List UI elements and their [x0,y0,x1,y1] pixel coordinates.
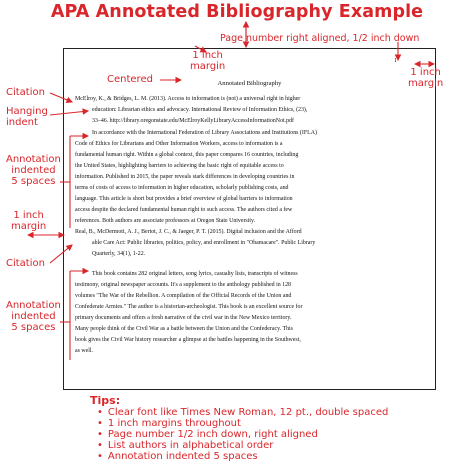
top-margin-label-line-1: 1 inch [192,50,223,61]
annotation-1-line-9: references. Both authors are associate professors at Oregon State University. [75,218,256,224]
annotation-2-label-line-3: 5 spaces [11,322,56,333]
centered-label: Centered [107,74,153,85]
page-number: 1 [394,58,397,64]
annotation-1-label-line-2: indented [11,165,56,176]
annotation-2-line-6: Many people think of the Civil War as a battle between the Union and the Confederacy. This [75,326,293,332]
annotation-2-line-4: Confederate Armies." The author is a historian-archeologist. This book is an excellent source for [75,304,303,310]
citation-1-arrow [50,93,72,102]
annotation-2-label [6,300,61,333]
annotation-2-line-2: testimony, original newspaper accounts. It's a supplement to the anthology published in 128 [75,282,291,288]
citation-2-arrow [50,245,72,263]
left-margin-label-line-1: 1 inch [13,210,44,221]
annotation-1-line-6: terms of costs of access to information in higher education, scholarly publishing costs, and [75,185,289,191]
annotation-2-line-7: book gives the Civil War history researcher a glimpse at the battles happening in the Southwest, [75,337,301,343]
annotation-1-line-8: access despite the declared fundamental human right to such access. The authors cited a few [75,207,293,213]
tip-item: • Page number 1/2 inch down, right aligned [97,429,388,440]
tip-item: • 1 inch margins throughout [97,418,388,429]
annotation-2-label-line-1: Annotation [6,300,61,311]
hanging-indent-label [6,106,48,128]
page-number-note: Page number right aligned, 1/2 inch down [220,33,420,44]
annotation-1-line-4: the United States, highlighting barriers to achieving the basic right of equitable access to [75,163,284,169]
tip-item: • List authors in alphabetical order [97,440,388,451]
citation-2-line-1: Real, B., McDermott, A. J., Bertot, J. C., & Jaeger, P. T. (2015). Digital inclusion and the Afford [75,229,302,235]
document-heading: Annotated Bibliography [217,80,282,87]
citation-2-line-3: Quarterly, 34(1), 1-22. [92,251,146,257]
annotation-1-label-line-1: Annotation [6,154,61,165]
annotation-1-line-7: language. This article is short but provides a brief overview of global barriers to information [75,196,293,202]
annotation-2-line-1: This book contains 282 original letters, song lyrics, casualty lists, transcripts of witness [92,271,298,277]
tips-list [97,407,388,462]
citation-2-line-2: able Care Act: Public libraries, politics, policy, and enrollment in "Obamacare". Public Library [92,240,316,246]
right-margin-label [408,67,443,89]
top-margin-label-line-2: margin [190,61,226,72]
annotation-1-label [6,154,61,187]
hanging-indent-label-line-1: Hanging [6,106,48,117]
citation-1-label: Citation [6,87,45,98]
tip-item: • Annotation indented 5 spaces [97,451,388,462]
left-margin-label-line-2: margin [11,221,47,232]
right-margin-label-line-2: margin [408,78,444,89]
citation-1-line-2: education: Librarian ethics and advocacy. International Review of Information Ethics, (23), [92,107,308,113]
top-margin-label [190,50,225,72]
annotation-2-label-line-2: indented [11,311,56,322]
annotation-2-line-3: volumes "The War of the Rebellion. A compilation of the Official Records of the Union and [75,293,292,299]
tips-title: Tips: [90,394,121,407]
page-title: APA Annotated Bibliography Example [50,2,424,22]
annotation-1-line-3: fundamental human right. Within a global context, this paper compares 16 countries, including [75,152,299,158]
citation-2-label: Citation [6,258,45,269]
tip-item: • Clear font like Times New Roman, 12 pt., double spaced [97,407,388,418]
annotation-2-line-5: primary documents and offers a fresh narrative of the civil war in the New Mexico territory. [75,315,292,321]
annotation-1-line-1: In accordance with the International Federation of Library Associations and Institutions (IFLA) [92,130,317,136]
hanging-indent-arrow [50,111,88,115]
hanging-indent-label-line-2: indent [6,117,38,128]
citation-1-line-3: 33–46. http://library.oregonstate.edu/McElroyKellyLibraryAccessInformationNot.pdf [92,118,294,124]
right-margin-label-line-1: 1 inch [410,67,441,78]
citation-1-line-1: McElroy, K., & Bridges, L. M. (2013). Access to information is (not) a universal right in higher [75,96,301,102]
left-margin-label [11,210,46,232]
annotation-1-line-2: Code of Ethics for Librarians and Other Information Workers, access to information is a [75,141,283,147]
annotation-1-label-line-3: 5 spaces [11,176,56,187]
annotation-2-line-8: as well. [75,348,93,354]
annotation-1-line-5: information. Published in 2015, the paper reveals stark differences in developing countries in [75,174,295,180]
